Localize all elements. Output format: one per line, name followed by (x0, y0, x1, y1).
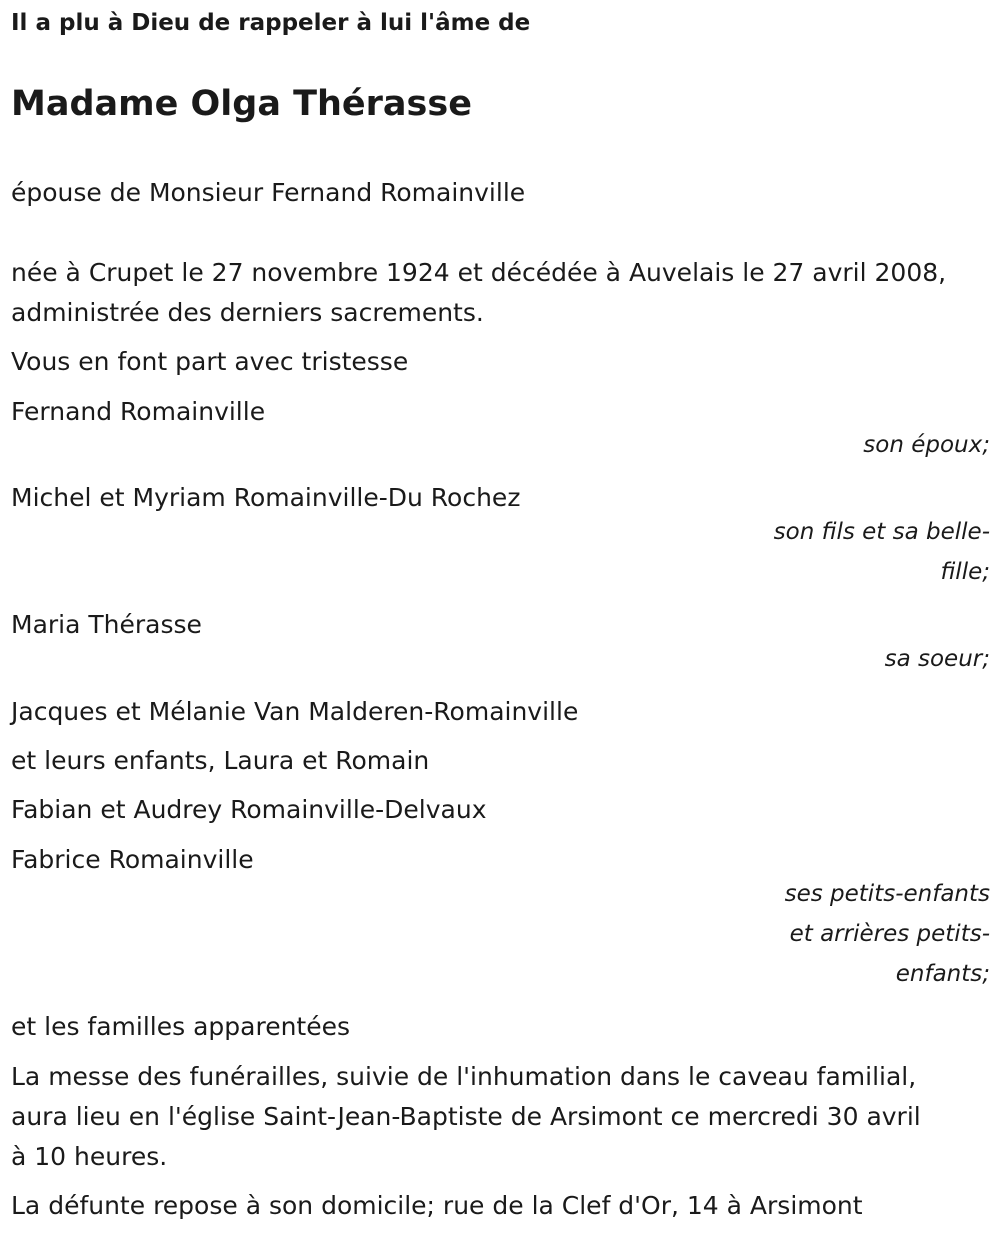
grandchildren-role-line-2: et arrières petits- (789, 921, 990, 947)
grandchild-line-4: Fabrice Romainville (11, 845, 254, 874)
funeral-mass-line-3: à 10 heures. (11, 1142, 168, 1171)
related-families: et les familles apparentées (11, 1012, 351, 1041)
son-role-line-2: fille; (940, 559, 990, 585)
funeral-mass-line-1: La messe des funérailles, suivie de l'inhumation dans le caveau familial, (11, 1062, 917, 1091)
intro-text: Il a plu à Dieu de rappeler à lui l'âme de (11, 10, 531, 36)
spouse-name: Fernand Romainville (11, 397, 266, 426)
grandchild-line-3: Fabian et Audrey Romainville-Delvaux (11, 795, 487, 824)
deceased-name: Madame Olga Thérasse (11, 84, 472, 124)
spouse-role: son époux; (863, 432, 990, 458)
spouse-line: épouse de Monsieur Fernand Romainville (11, 178, 526, 207)
son-role-line-1: son fils et sa belle- (773, 519, 990, 545)
birth-death-line-2: administrée des derniers sacrements. (11, 298, 484, 327)
grandchild-line-1: Jacques et Mélanie Van Malderen-Romainville (11, 697, 579, 726)
grandchildren-role-line-3: enfants; (895, 961, 990, 987)
sister-name: Maria Thérasse (11, 610, 202, 639)
grandchildren-role-line-1: ses petits-enfants (784, 881, 990, 907)
rest-location: La défunte repose à son domicile; rue de la Clef d'Or, 14 à Arsimont (11, 1191, 863, 1220)
funeral-mass-line-2: aura lieu en l'église Saint-Jean-Baptiste de Arsimont ce mercredi 30 avril (11, 1102, 921, 1131)
birth-death-line-1: née à Crupet le 27 novembre 1924 et décédée à Auvelais le 27 avril 2008, (11, 258, 947, 287)
sister-role: sa soeur; (884, 646, 990, 672)
announcement-text: Vous en font part avec tristesse (11, 347, 409, 376)
grandchild-line-2: et leurs enfants, Laura et Romain (11, 746, 430, 775)
son-names: Michel et Myriam Romainville-Du Rochez (11, 483, 521, 512)
